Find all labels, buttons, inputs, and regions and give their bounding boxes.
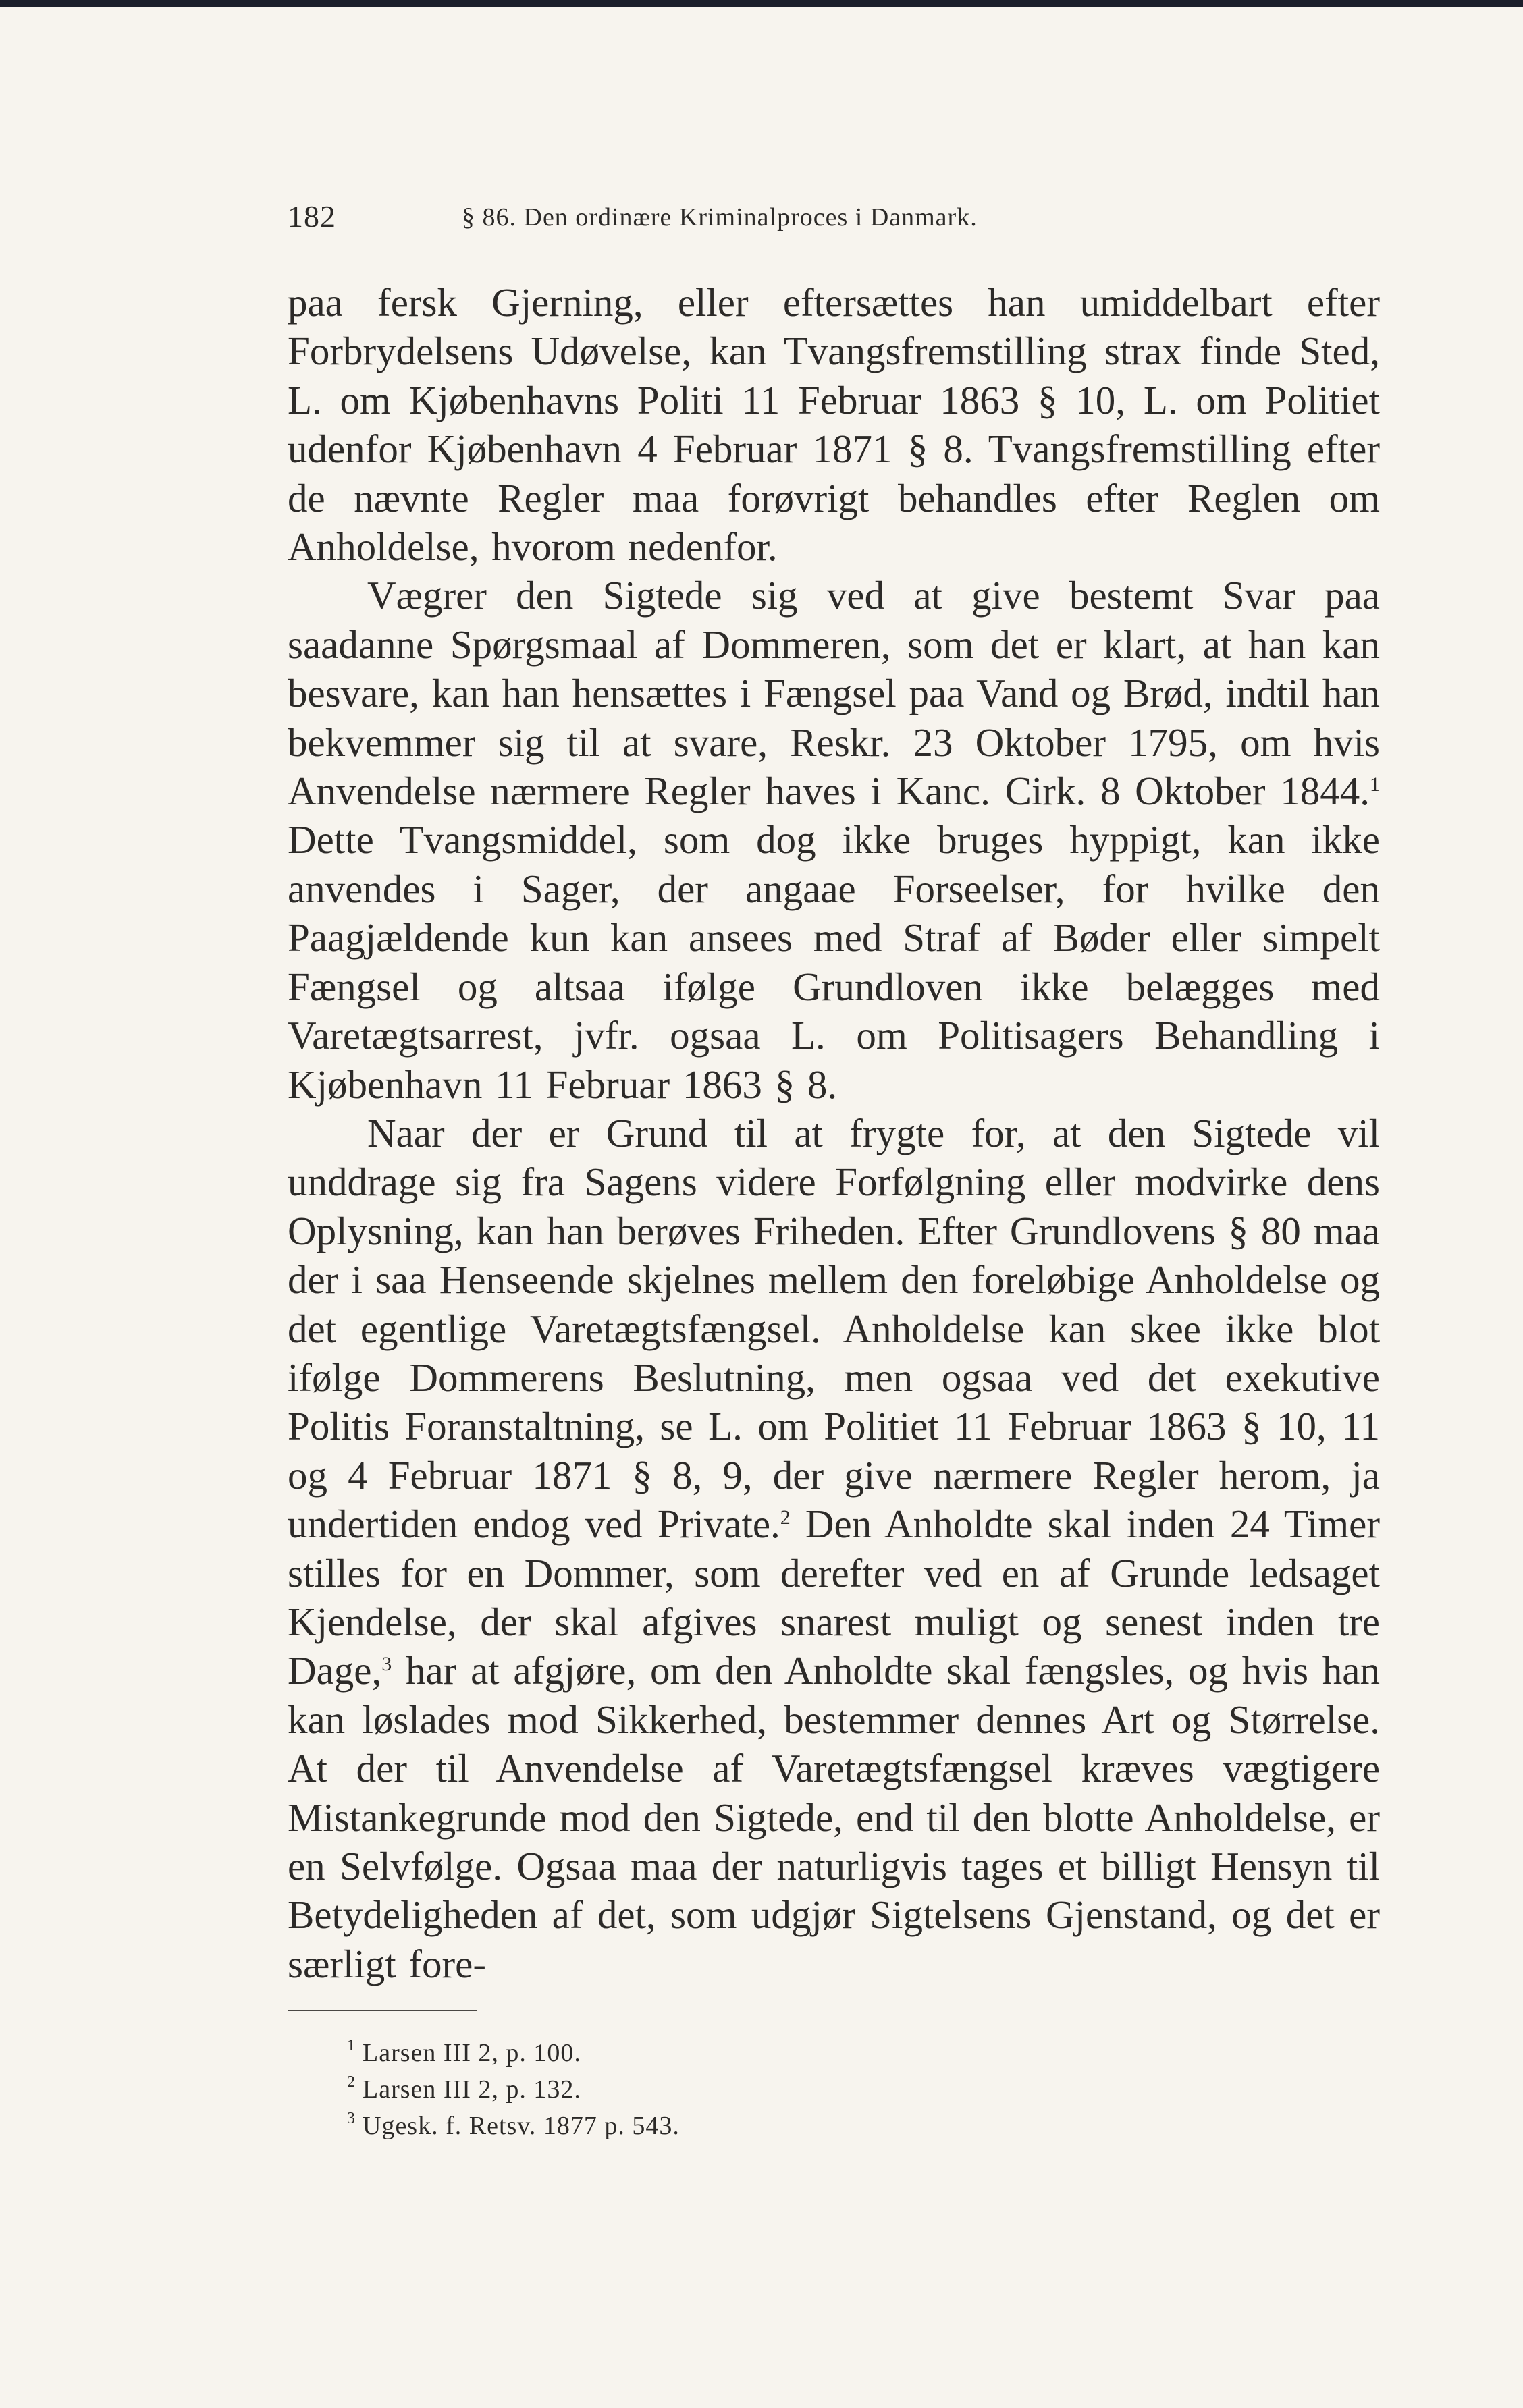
footnote-separator [288, 2010, 477, 2011]
paragraph-3-text-a: Naar der er Grund til at frygte for, at den Sigtede vil unddrage sig fra Sagens videre Forfølgning eller modvirke dens Oplysning, kan han berøves Friheden. Efter Grundlovens § 80 maa der i saa Henseende skjelnes mellem den foreløbige Anholdelse og det egentlige Varetægtsfængsel. Anholdelse kan skee ikke blot ifølge Dommerens Beslutning, men ogsaa ved det exekutive Politis Foranstaltning, se L. om Politiet 11 Februar 1863 § 10, 11 og 4 Februar 1871 § 8, 9, der give nærmere Regler herom, ja undertiden endog ved Private. [288, 1110, 1380, 1547]
footnote-mark: 2 [347, 2073, 356, 2091]
footnote-text: Larsen III 2, p. 132. [363, 2075, 581, 2104]
body-text [288, 278, 1380, 1988]
footnote-2 [347, 2071, 955, 2108]
scan-top-edge [0, 0, 1523, 7]
footnote-ref-3[interactable]: 3 [381, 1653, 392, 1676]
paragraph-3 [288, 1109, 1380, 1988]
footnotes [347, 2035, 955, 2144]
running-title: § 86. Den ordinære Kriminalproces i Danmark. [462, 203, 978, 231]
paragraph-1 [288, 278, 1380, 571]
paragraph-1-text: paa fersk Gjerning, eller eftersættes han umiddelbart efter Forbrydelsens Udøvelse, kan Tvangsfremstilling strax finde Sted, L. om Kjøbenhavns Politi 11 Februar 1863 § 10, L. om Politiet udenfor Kjøbenhavn 4 Februar 1871 § 8. Tvangsfremstilling efter de nævnte Regler maa forøvrigt behandles efter Reglen om Anholdelse, hvorom nedenfor. [288, 280, 1380, 570]
paragraph-2-text-b: Dette Tvangsmiddel, som dog ikke bruges hyppigt, kan ikke anvendes i Sager, der angaae Forseelser, for hvilke den Paagjældende kun kan ansees med Straf af Bøder eller simpelt Fængsel og altsaa ifølge Grundloven ikke belægges med Varetægtsarrest, jvfr. ogsaa L. om Politisagers Behandling i Kjøbenhavn 11 Februar 1863 § 8. [288, 817, 1380, 1107]
paragraph-3-text-c: har at afgjøre, om den Anholdte skal fængsles, og hvis han kan løslades mod Sikkerhed, bestemmer dennes Art og Størrelse. At der til Anvendelse af Varetægtsfængsel kræves vægtigere Mistankegrunde mod den Sigtede, end til den blotte Anholdelse, er en Selvfølge. Ogsaa maa der naturligvis tages et billigt Hensyn til Betydeligheden af det, som udgjør Sigtelsens Gjenstand, og det er særligt fore- [288, 1648, 1380, 1986]
footnote-ref-1[interactable]: 1 [1370, 773, 1380, 796]
footnote-ref-2[interactable]: 2 [780, 1506, 791, 1529]
footnote-text: Larsen III 2, p. 100. [363, 2039, 581, 2067]
paragraph-3-text-b: Den Anholdte skal inden 24 Timer stilles for en Dommer, som derefter ved en af Grunde ledsaget Kjendelse, der skal afgives snarest muligt og senest inden tre Dage, [288, 1502, 1380, 1693]
running-header [288, 194, 1381, 238]
paragraph-2-text-a: Vægrer den Sigtede sig ved at give bestemt Svar paa saadanne Spørgsmaal af Dommeren, som det er klart, at han kan besvare, kan han hensættes i Fængsel paa Vand og Brød, indtil han bekvemmer sig til at svare, Reskr. 23 Oktober 1795, om hvis Anvendelse nærmere Regler haves i Kanc. Cirk. 8 Oktober 1844. [288, 573, 1380, 814]
footnote-text: Ugesk. f. Retsv. 1877 p. 543. [363, 2112, 680, 2140]
footnote-mark: 3 [347, 2110, 356, 2127]
page-number: 182 [288, 199, 336, 234]
footnote-mark: 1 [347, 2037, 356, 2054]
footnote-1 [347, 2035, 955, 2071]
paragraph-2 [288, 571, 1380, 1108]
footnote-3 [347, 2108, 955, 2144]
